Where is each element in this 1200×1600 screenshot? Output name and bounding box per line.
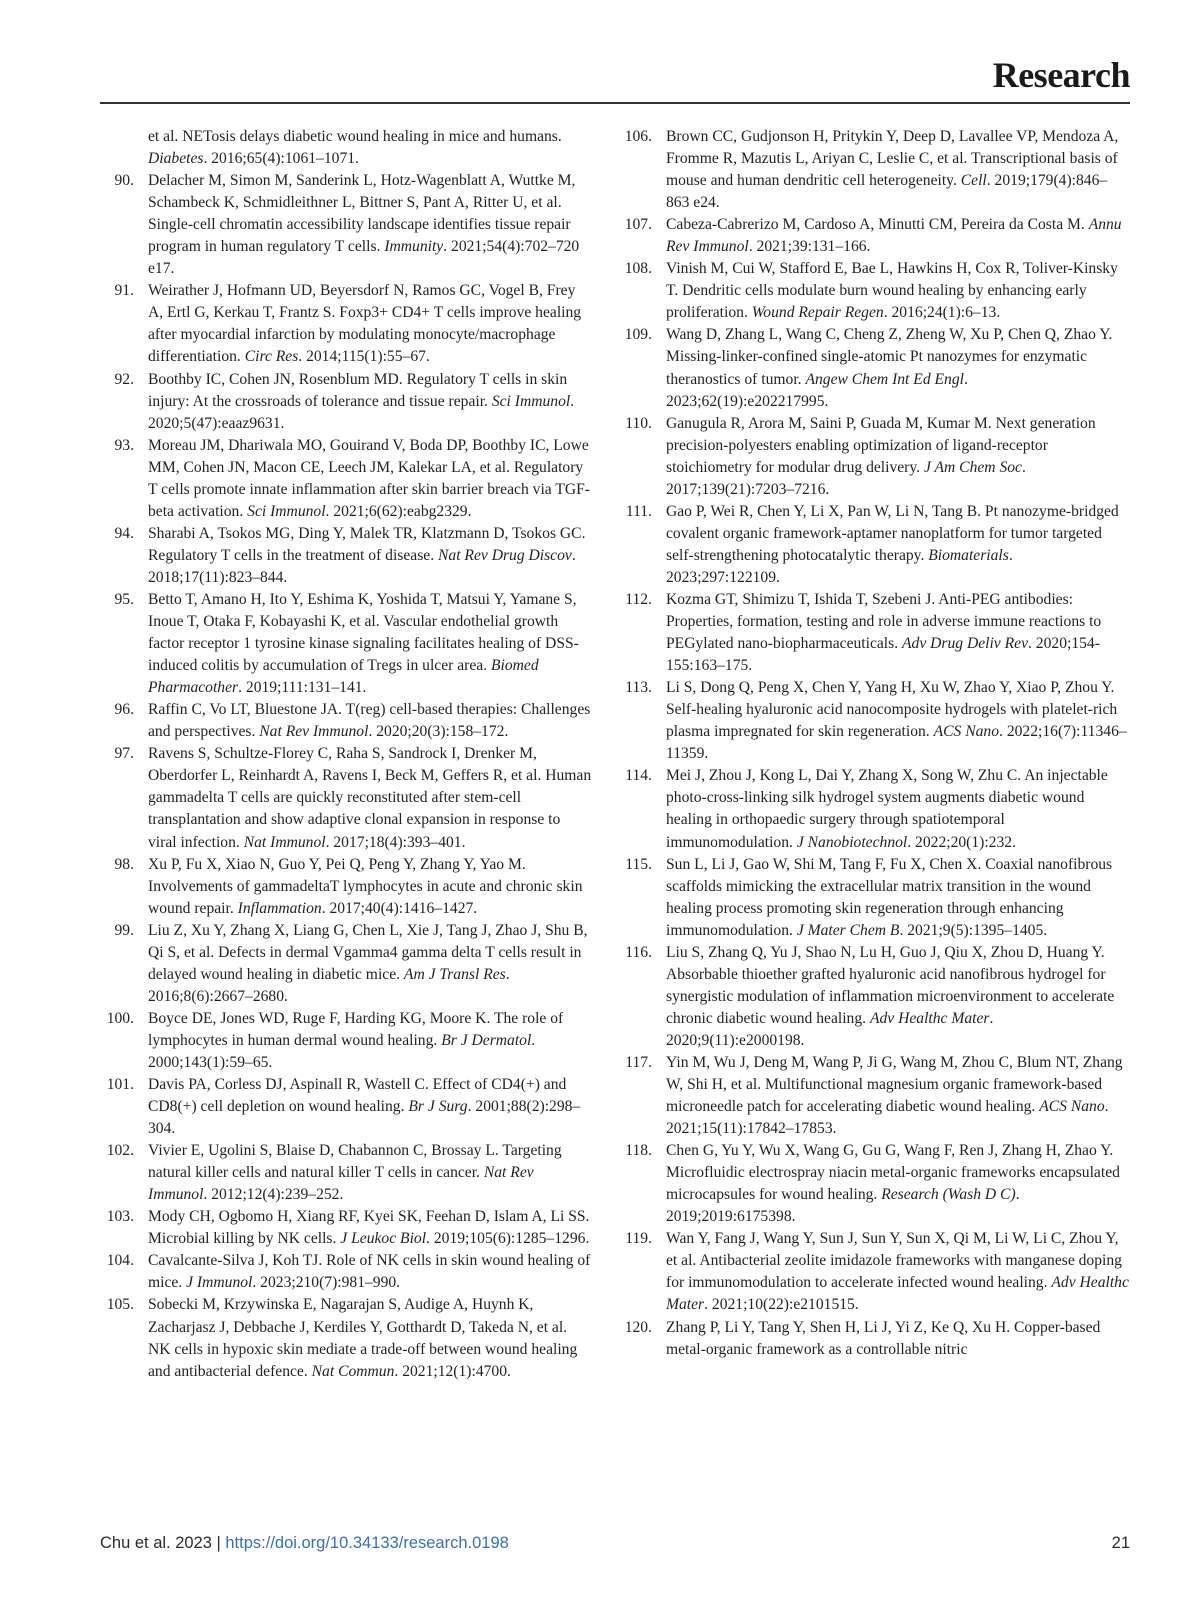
reference-item — [100, 126, 592, 170]
reference-volume-pages: . 2020;20(3):158–172. — [368, 723, 509, 741]
reference-volume-pages: . 2014;115(1):55–67. — [298, 348, 430, 366]
reference-text — [666, 677, 1130, 765]
reference-number: 104. — [106, 1252, 134, 1270]
reference-number: 113. — [625, 679, 652, 697]
reference-number: 92. — [114, 370, 134, 388]
reference-text — [666, 589, 1130, 677]
reference-item — [100, 743, 592, 853]
reference-citation: Sobecki M, Krzywinska E, Nagarajan S, Audige A, Huynh K, Zacharjasz J, Debbache J, Kerdiles Y, Gotthardt D, Takeda N, et al. NK cells in hypoxic skin mediate a trade-off between wound healing and antibacterial defence. — [148, 1296, 578, 1380]
reference-journal: Nat Rev Immunol — [259, 723, 369, 741]
reference-number: 112. — [625, 590, 652, 608]
reference-number: 115. — [625, 855, 652, 873]
journal-section-title: Research — [992, 55, 1130, 95]
reference-number: 108. — [624, 260, 652, 278]
reference-number: 94. — [114, 524, 134, 542]
reference-volume-pages: . 2022;20(1):232. — [907, 833, 1016, 851]
reference-number: 102. — [106, 1142, 134, 1160]
reference-citation: Vinish M, Cui W, Stafford E, Bae L, Hawkins H, Cox R, Toliver-Kinsky T. Dendritic cells modulate burn wound healing by enhancing early proliferation. — [666, 260, 1118, 322]
reference-citation: Cavalcante-Silva J, Koh TJ. Role of NK cells in skin wound healing of mice. — [148, 1252, 591, 1292]
reference-number: 119. — [625, 1230, 652, 1248]
reference-item — [100, 280, 592, 368]
header-divider — [100, 102, 1130, 104]
reference-item — [618, 126, 1130, 214]
reference-journal: Immunity — [384, 238, 444, 256]
reference-citation: Vivier E, Ugolini S, Blaise D, Chabannon C, Brossay L. Targeting natural killer cells and natural killer T cells in cancer. — [148, 1142, 562, 1182]
reference-journal: Sci Immunol — [491, 392, 571, 410]
reference-journal: Diabetes — [148, 150, 204, 168]
reference-journal: Annu Rev Immunol — [666, 216, 1122, 256]
reference-item — [100, 435, 592, 523]
reference-text — [666, 258, 1130, 324]
reference-citation: Liu S, Zhang Q, Yu J, Shao N, Lu H, Guo J, Qiu X, Zhou D, Huang Y. Absorbable thioether grafted hyaluronic acid nanofibrous hydrogel for synergistic modulation of inflammation microenvironment to accelerate chronic diabetic wound healing. — [666, 943, 1115, 1027]
reference-volume-pages: . 2017;40(4):1416–1427. — [321, 899, 478, 917]
reference-number: 103. — [106, 1208, 134, 1226]
reference-text — [666, 1317, 1130, 1361]
reference-journal: Research (Wash D C) — [881, 1186, 1016, 1204]
reference-text — [666, 501, 1130, 589]
reference-citation: Davis PA, Corless DJ, Aspinall R, Wastell C. Effect of CD4(+) and CD8(+) cell depletion on wound healing. — [148, 1076, 567, 1116]
reference-journal: J Mater Chem B — [796, 921, 900, 939]
reference-item — [100, 170, 592, 280]
reference-citation: Chen G, Yu Y, Wu X, Wang G, Gu G, Wang F, Ren J, Zhang H, Zhao Y. Microfluidic electrospray niacin metal-organic frameworks encapsulated microcapsules for wound healing. — [666, 1142, 1120, 1204]
reference-journal: Wound Repair Regen — [751, 304, 884, 322]
reference-journal: Biomed Pharmacother — [148, 657, 539, 697]
reference-journal: Am J Transl Res — [403, 965, 506, 983]
reference-journal: Br J Surg — [408, 1098, 468, 1116]
reference-citation: Moreau JM, Dhariwala MO, Gouirand V, Boda DP, Boothby IC, Lowe MM, Cohen JN, Macon CE, Leech JM, Kalekar LA, et al. Regulatory T cells promote innate inflammation after skin barrier breach via TGF-beta activation. — [148, 436, 590, 520]
reference-volume-pages: . 2021;6(62):eabg2329. — [325, 502, 472, 520]
reference-number: 100. — [106, 1009, 134, 1027]
reference-citation: Betto T, Amano H, Ito Y, Eshima K, Yoshida T, Matsui Y, Yamane S, Inoue T, Otaka F, Kobayashi K, et al. Vascular endothelial growth factor receptor 1 tyrosine kinase signaling facilitates healing of DSS-induced colitis by accumulation of Tregs in ulcer area. — [148, 590, 579, 675]
reference-volume-pages: . 2016;24(1):6–13. — [883, 304, 1001, 322]
reference-volume-pages: . 2019;105(6):1285–1296. — [426, 1230, 590, 1248]
reference-volume-pages: . 2019;111:131–141. — [238, 679, 367, 697]
reference-citation: Brown CC, Gudjonson H, Pritykin Y, Deep D, Lavallee VP, Mendoza A, Fromme R, Mazutis L, Ariyan C, Leslie C, et al. Transcriptional basis of mouse and human dendritic cell heterogeneity. — [666, 128, 1119, 190]
reference-citation: Raffin C, Vo LT, Bluestone JA. T(reg) cell-based therapies: Challenges and perspectives. — [148, 701, 591, 741]
reference-text — [148, 170, 592, 280]
reference-journal: Cell — [960, 172, 987, 190]
reference-citation: Weirather J, Hofmann UD, Beyersdorf N, Ramos GC, Vogel B, Frey A, Ertl G, Kerkau T, Frantz S. Foxp3+ CD4+ T cells improve healing after myocardial infarction by modulating monocyte/macrophage differentiation. — [148, 282, 582, 366]
reference-item — [618, 1140, 1130, 1228]
reference-volume-pages: . 2016;65(4):1061–1071. — [203, 150, 359, 168]
reference-item — [618, 942, 1130, 1052]
reference-journal: J Am Chem Soc — [923, 458, 1022, 476]
reference-citation: Boyce DE, Jones WD, Ruge F, Harding KG, Moore K. The role of lymphocytes in human dermal wound healing. — [148, 1009, 564, 1049]
reference-number: 96. — [114, 701, 134, 719]
reference-item — [618, 258, 1130, 324]
reference-text — [666, 942, 1130, 1052]
reference-item — [100, 1140, 592, 1206]
reference-volume-pages: . 2019;179(4):846–863 e24. — [666, 172, 1108, 212]
reference-citation: Mody CH, Ogbomo H, Xiang RF, Kyei SK, Feehan D, Islam A, Li SS. Microbial killing by NK cells. — [148, 1208, 590, 1248]
reference-number: 111. — [625, 502, 652, 520]
reference-volume-pages: . 2000;143(1):59–65. — [148, 1031, 536, 1071]
reference-volume-pages: . 2021;15(11):17842–17853. — [666, 1098, 1109, 1138]
reference-citation: Ganugula R, Arora M, Saini P, Guada M, Kumar M. Next generation precision-polyesters enabling optimization of ligand-receptor stoichiometry for modular drug delivery. — [666, 414, 1096, 476]
reference-number: 116. — [625, 943, 652, 961]
reference-volume-pages: . 2022;16(7):11346–11359. — [666, 723, 1127, 763]
reference-journal: Inflammation — [237, 899, 322, 917]
references-column-left — [100, 126, 592, 1383]
reference-number: 101. — [106, 1076, 134, 1094]
reference-citation: Yin M, Wu J, Deng M, Wang P, Ji G, Wang M, Zhou C, Blum NT, Zhang W, Shi H, et al. Multifunctional magnesium organic framework-based microneedle patch for accelerating diabetic wound healing. — [666, 1053, 1123, 1116]
reference-text — [666, 854, 1130, 942]
reference-journal: ACS Nano — [933, 723, 1000, 741]
reference-item — [100, 523, 592, 589]
reference-item — [618, 501, 1130, 589]
reference-volume-pages: . 2021;10(22):e2101515. — [704, 1296, 859, 1314]
reference-volume-pages: . 2019;2019:6175398. — [666, 1186, 1020, 1226]
reference-number: 98. — [114, 855, 134, 873]
reference-volume-pages: . 2021;9(5):1395–1405. — [899, 921, 1048, 939]
reference-volume-pages: . 2020;5(47):eaaz9631. — [148, 392, 575, 432]
reference-text — [148, 1140, 592, 1206]
reference-journal: Adv Healthc Mater — [869, 1009, 990, 1027]
reference-volume-pages: . 2021;39:131–166. — [748, 238, 871, 256]
reference-volume-pages: . 2021;54(4):702–720 e17. — [148, 238, 580, 278]
reference-citation: Gao P, Wei R, Chen Y, Li X, Pan W, Li N, Tang B. Pt nanozyme-bridged covalent organic framework-aptamer nanoplatform for tumor targeted self-strengthening photocatalytic therapy. — [666, 502, 1119, 564]
reference-citation: Cabeza-Cabrerizo M, Cardoso A, Minutti CM, Pereira da Costa M. — [666, 216, 1089, 234]
reference-text — [666, 126, 1130, 214]
reference-number: 95. — [114, 590, 134, 608]
reference-text — [666, 1140, 1130, 1228]
page-number: 21 — [1111, 1534, 1130, 1552]
reference-number: 97. — [114, 745, 134, 763]
reference-item — [618, 589, 1130, 677]
reference-journal: Nat Commun — [311, 1362, 395, 1380]
reference-number: 118. — [625, 1142, 652, 1160]
reference-item — [100, 589, 592, 699]
reference-text — [148, 1250, 592, 1294]
reference-volume-pages: . 2001;88(2):298–304. — [148, 1098, 581, 1138]
reference-text — [148, 435, 592, 523]
reference-text — [148, 854, 592, 920]
reference-text — [148, 589, 592, 699]
reference-volume-pages: . 2023;62(19):e202217995. — [666, 370, 968, 410]
reference-volume-pages: . 2020;154-155:163–175. — [666, 635, 1100, 675]
reference-item — [618, 1052, 1130, 1140]
reference-journal: J Nanobiotechnol — [796, 833, 908, 851]
reference-text — [666, 1052, 1130, 1140]
reference-item — [100, 369, 592, 435]
reference-item — [618, 413, 1130, 501]
reference-citation: Sharabi A, Tsokos MG, Ding Y, Malek TR, Klatzmann D, Tsokos GC. Regulatory T cells in the treatment of disease. — [148, 524, 586, 564]
reference-citation: Liu Z, Xu Y, Zhang X, Liang G, Chen L, Xie J, Tang J, Zhao J, Shu B, Qi S, et al. Defects in dermal Vgamma4 gamma delta T cells result in delayed wound healing in diabetic mice. — [148, 921, 588, 983]
reference-item — [100, 1074, 592, 1140]
reference-volume-pages: . 2016;8(6):2667–2680. — [148, 965, 510, 1005]
reference-number: 106. — [624, 128, 652, 145]
reference-text — [148, 1008, 592, 1074]
reference-text — [148, 743, 592, 853]
reference-item — [100, 699, 592, 743]
reference-number: 90. — [114, 172, 134, 190]
reference-item — [618, 324, 1130, 412]
reference-citation: Xu P, Fu X, Xiao N, Guo Y, Pei Q, Peng Y, Zhang Y, Yao M. Involvements of gammadeltaT lymphocytes in acute and chronic skin wound repair. — [148, 855, 583, 917]
reference-text — [148, 920, 592, 1008]
reference-journal: Br J Dermatol — [441, 1031, 532, 1049]
reference-volume-pages: . 2023;297:122109. — [666, 546, 1013, 586]
reference-text — [148, 1074, 592, 1140]
reference-number: 110. — [625, 414, 652, 432]
reference-citation: Wang D, Zhang L, Wang C, Cheng Z, Zheng W, Xu P, Chen Q, Zhao Y. Missing-linker-confined single-atomic Pt nanozymes for enzymatic theranostics of tumor. — [666, 326, 1113, 388]
reference-text — [148, 1206, 592, 1250]
reference-volume-pages: . 2023;210(7):981–990. — [252, 1274, 401, 1292]
reference-number: 117. — [625, 1053, 652, 1071]
reference-citation: Mei J, Zhou J, Kong L, Dai Y, Zhang X, Song W, Zhu C. An injectable photo-cross-linking silk hydrogel system augments diabetic wound healing in orthopaedic surgery through spatiotemporal immunomodulation. — [666, 767, 1108, 851]
reference-volume-pages: . 2020;9(11):e2000198. — [666, 1009, 994, 1049]
reference-citation: Ravens S, Schultze-Florey C, Raha S, Sandrock I, Drenker M, Oberdorfer L, Reinhardt A, Ravens I, Beck M, Geffers R, et al. Human gammadelta T cells are quickly reconstituted after stem-cell transplantation and show adaptive clonal expansion in response to viral infection. — [148, 745, 592, 851]
reference-journal: Angew Chem Int Ed Engl — [805, 370, 964, 388]
reference-text — [148, 280, 592, 368]
reference-volume-pages: . 2012;12(4):239–252. — [203, 1186, 344, 1204]
reference-number: 109. — [624, 326, 652, 344]
reference-text — [148, 126, 592, 170]
reference-citation: Wan Y, Fang J, Wang Y, Sun J, Sun Y, Sun X, Qi M, Li W, Li C, Zhou Y, et al. Antibacterial zeolite imidazole frameworks with manganese doping for immunomodulation to accelerate infected wound healing. — [666, 1230, 1122, 1292]
footer-citation-text: Chu et al. 2023 | — [100, 1534, 226, 1552]
reference-citation: Zhang P, Li Y, Tang Y, Shen H, Li J, Yi Z, Ke Q, Xu H. Copper-based metal-organic framework as a controllable nitric — [666, 1318, 1101, 1358]
reference-journal: ACS Nano — [1039, 1098, 1105, 1116]
reference-number: 99. — [114, 921, 134, 939]
reference-citation: Delacher M, Simon M, Sanderink L, Hotz-Wagenblatt A, Wuttke M, Schambeck K, Schmidleithner L, Bittner S, Pant A, Ritter U, et al. Single-cell chromatin accessibility landscape identifies tissue repair program in human regulatory T cells. — [148, 172, 576, 256]
reference-item — [618, 1317, 1130, 1361]
reference-volume-pages: . 2017;18(4):393–401. — [325, 833, 466, 851]
reference-journal: Biomaterials — [928, 546, 1009, 564]
reference-item — [100, 920, 592, 1008]
reference-journal: J Immunol — [186, 1274, 253, 1292]
reference-text — [148, 369, 592, 435]
reference-item — [618, 765, 1130, 853]
reference-citation: Sun L, Li J, Gao W, Shi M, Tang F, Fu X, Chen X. Coaxial nanofibrous scaffolds mimicking the extracellular matrix transition in the wound healing process promoting skin regeneration through enhancing immunomodulation. — [666, 855, 1113, 939]
reference-text — [148, 523, 592, 589]
reference-item — [618, 214, 1130, 258]
reference-item — [100, 1206, 592, 1250]
reference-volume-pages: . 2017;139(21):7203–7216. — [666, 458, 1026, 498]
reference-citation: Kozma GT, Shimizu T, Ishida T, Szebeni J. Anti-PEG antibodies: Properties, formation, testing and role in adverse immune reactions to PEGylated nano-biopharmaceuticals. — [666, 590, 1102, 653]
reference-item — [618, 854, 1130, 942]
reference-item — [100, 1008, 592, 1074]
reference-number: 93. — [114, 436, 134, 454]
reference-journal: Adv Drug Deliv Rev — [902, 635, 1028, 653]
reference-item — [100, 1294, 592, 1382]
reference-volume-pages: . 2018;17(11):823–844. — [148, 546, 576, 586]
footer-citation — [100, 1534, 509, 1553]
reference-citation: Li S, Dong Q, Peng X, Chen Y, Yang H, Xu W, Zhao Y, Xiao P, Zhou Y. Self-healing hyaluronic acid nanocomposite hydrogels with platelet-rich plasma impregnated for skin regeneration. — [666, 679, 1118, 741]
reference-text — [666, 413, 1130, 501]
reference-text — [666, 765, 1130, 853]
reference-text — [666, 324, 1130, 412]
reference-journal: J Leukoc Biol — [340, 1230, 427, 1248]
reference-text — [148, 699, 592, 743]
reference-citation: Boothby IC, Cohen JN, Rosenblum MD. Regulatory T cells in skin injury: At the crossroads of tolerance and tissue repair. — [148, 370, 568, 410]
reference-number: 91. — [114, 282, 134, 300]
reference-journal: Nat Immunol — [243, 833, 326, 851]
reference-item — [618, 1228, 1130, 1316]
reference-item — [100, 854, 592, 920]
reference-text — [666, 214, 1130, 258]
reference-journal: Sci Immunol — [247, 502, 326, 520]
reference-journal: Nat Rev Immunol — [148, 1164, 534, 1204]
reference-text — [666, 1228, 1130, 1316]
reference-number: 114. — [625, 767, 652, 785]
reference-item — [100, 1250, 592, 1294]
reference-number: 120. — [624, 1318, 652, 1336]
reference-volume-pages: . 2021;12(1):4700. — [394, 1362, 511, 1380]
reference-text — [148, 1294, 592, 1382]
reference-number: 105. — [106, 1296, 134, 1314]
reference-journal: Nat Rev Drug Discov — [438, 546, 572, 564]
reference-item — [618, 677, 1130, 765]
reference-journal: Circ Res — [244, 348, 299, 366]
reference-journal: Adv Healthc Mater — [666, 1274, 1129, 1314]
doi-link[interactable]: https://doi.org/10.34133/research.0198 — [225, 1534, 509, 1552]
reference-number: 107. — [624, 216, 652, 234]
reference-citation: et al. NETosis delays diabetic wound healing in mice and humans. — [148, 128, 562, 145]
references-column-right — [618, 126, 1130, 1361]
